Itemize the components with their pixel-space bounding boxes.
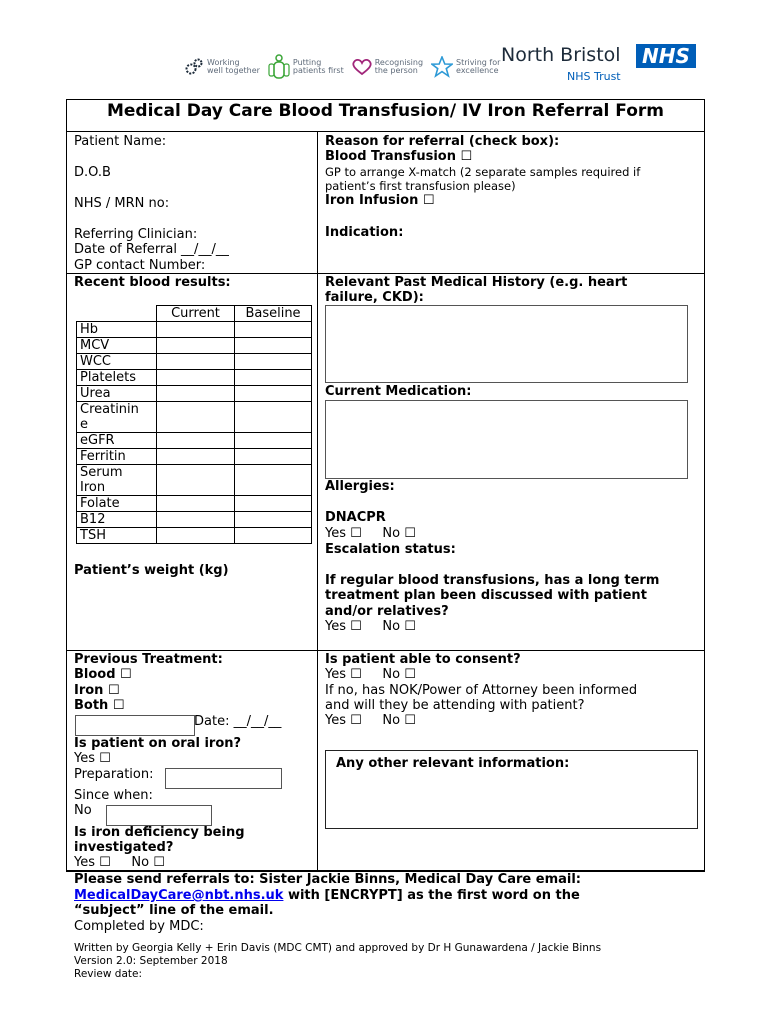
heart-icon [352,58,372,76]
current-value-cell[interactable] [157,386,235,402]
regular-transfusion-question: If regular blood transfusions, has a long term [325,573,660,588]
baseline-value-cell[interactable] [235,354,312,370]
since-when-label: Since when: [74,788,153,803]
value-excellence [431,56,500,78]
blood-row [77,449,312,465]
blood-test-name: Urea [77,386,157,402]
value-text: Working well together [207,58,260,75]
current-value-cell[interactable] [157,449,235,465]
blank-header [77,306,157,322]
nok-question: If no, has NOK/Power of Attorney been informed [325,683,638,698]
reason-heading: Reason for referral (check box): [325,134,560,149]
blood-test-name: Ferritin [77,449,157,465]
gp-contact-label: GP contact Number: [74,258,206,273]
gp-xmatch-note: GP to arrange X-match (2 separate samples required if [325,165,641,179]
iron-deficiency-question: investigated? [74,840,174,855]
patient-weight-label: Patient’s weight (kg) [74,563,229,578]
blood-row [77,512,312,528]
baseline-value-cell[interactable] [235,370,312,386]
blood-row [77,402,312,433]
preparation-input[interactable] [165,768,282,789]
value-working-together [184,57,260,77]
baseline-value-cell[interactable] [235,322,312,338]
column-divider [317,132,318,870]
oral-iron-no: No [74,803,92,818]
prev-treatment-input[interactable] [75,715,195,736]
form-title: Medical Day Care Blood Transfusion/ IV Iron Referral Form [66,99,705,132]
completed-by-label: Completed by MDC: [74,919,204,934]
pmh-heading: Relevant Past Medical History (e.g. heart [325,275,628,290]
indication-label: Indication: [325,225,404,240]
recent-bloods-heading: Recent blood results: [74,275,231,290]
regular-transfusion-options[interactable]: Yes ☐ No ☐ [325,619,416,634]
version: Version 2.0: September 2018 [74,955,228,967]
prev-date-label: Date: __/__/__ [194,714,282,729]
blood-test-name: Serum Iron [77,465,157,496]
current-medication-input[interactable] [325,400,688,479]
other-info-label: Any other relevant information: [336,756,570,771]
send-referrals-text: “subject” line of the email. [74,903,274,918]
value-text: Putting patients first [292,58,344,75]
blood-row [77,322,312,338]
blood-row [77,528,312,544]
blood-test-name: WCC [77,354,157,370]
preparation-label: Preparation: [74,767,154,782]
blood-row [77,465,312,496]
baseline-value-cell[interactable] [235,528,312,544]
blood-test-name: B12 [77,512,157,528]
trust-values-banner [184,52,504,82]
value-patients-first [268,54,344,80]
baseline-value-cell[interactable] [235,512,312,528]
referring-clinician-label: Referring Clinician: [74,227,198,242]
review-date: Review date: [74,968,143,980]
blood-test-name: TSH [77,528,157,544]
gears-icon [184,57,204,77]
blood-test-name: MCV [77,338,157,354]
nok-options[interactable]: Yes ☐ No ☐ [325,713,416,728]
consent-question: Is patient able to consent? [325,652,521,667]
prev-blood-checkbox[interactable]: Blood ☐ [74,667,132,682]
current-value-cell[interactable] [157,402,235,433]
prev-iron-checkbox[interactable]: Iron ☐ [74,683,120,698]
email-link[interactable]: MedicalDayCare@nbt.nhs.uk [74,888,284,903]
current-value-cell[interactable] [157,465,235,496]
trust-name: NHS Trust [567,70,621,83]
people-icon [268,54,290,80]
value-text: Recognising the person [374,58,424,75]
blood-row [77,338,312,354]
gp-xmatch-note: patient’s first transfusion please) [325,179,516,193]
dnacpr-label: DNACPR [325,510,386,525]
baseline-value-cell[interactable] [235,449,312,465]
value-text: Striving for excellence [456,58,501,75]
col-current: Current [157,306,235,322]
regular-transfusion-question: treatment plan been discussed with patient [325,588,647,603]
since-when-input[interactable] [106,805,212,826]
current-value-cell[interactable] [157,370,235,386]
blood-transfusion-checkbox[interactable]: Blood Transfusion ☐ [325,149,473,164]
pmh-input[interactable] [325,305,688,383]
blood-row [77,354,312,370]
send-referrals-text [74,888,580,903]
nhs-logo: NHS [636,44,696,68]
prev-both-checkbox[interactable]: Both ☐ [74,698,125,713]
current-value-cell[interactable] [157,512,235,528]
oral-iron-yes-checkbox[interactable]: Yes ☐ [74,751,111,766]
col-baseline: Baseline [235,306,312,322]
blood-row [77,496,312,512]
send-referrals-rest: with [ENCRYPT] as the first word on the [283,888,580,903]
dnacpr-options[interactable]: Yes ☐ No ☐ [325,526,416,541]
blood-test-name: eGFR [77,433,157,449]
iron-deficiency-question: Is iron deficiency being [74,825,245,840]
current-value-cell[interactable] [157,433,235,449]
consent-options[interactable]: Yes ☐ No ☐ [325,667,416,682]
baseline-value-cell[interactable] [235,465,312,496]
baseline-value-cell[interactable] [235,433,312,449]
allergies-label: Allergies: [325,479,395,494]
row-divider [66,273,705,274]
iron-deficiency-options[interactable]: Yes ☐ No ☐ [74,855,165,870]
date-of-referral-label: Date of Referral __/__/__ [74,242,229,257]
current-value-cell[interactable] [157,528,235,544]
blood-test-name: Platelets [77,370,157,386]
baseline-value-cell[interactable] [235,402,312,433]
nhs-mrn-label: NHS / MRN no: [74,196,170,211]
row-divider [66,870,705,871]
organisation-name: North Bristol [501,44,621,66]
current-value-cell[interactable] [157,354,235,370]
blood-results-table [76,305,312,544]
iron-infusion-checkbox[interactable]: Iron Infusion ☐ [325,193,435,208]
pmh-heading: failure, CKD): [325,290,424,305]
current-value-cell[interactable] [157,322,235,338]
blood-test-name: Hb [77,322,157,338]
send-referrals-text: Please send referrals to: Sister Jackie Binns, Medical Day Care email: [74,872,581,887]
blood-row [77,370,312,386]
regular-transfusion-question: and/or relatives? [325,604,449,619]
current-medication-label: Current Medication: [325,384,472,399]
oral-iron-question: Is patient on oral iron? [74,736,242,751]
value-recognising-person [352,58,423,76]
blood-row [77,386,312,402]
row-divider [66,650,705,651]
baseline-value-cell[interactable] [235,338,312,354]
nok-question: and will they be attending with patient? [325,698,585,713]
previous-treatment-heading: Previous Treatment: [74,652,223,667]
blood-test-name: Creatinin e [77,402,157,433]
written-by: Written by Georgia Kelly + Erin Davis (MDC CMT) and approved by Dr H Gunawardena / Jackie Binns [74,942,602,954]
patient-name-label: Patient Name: [74,134,167,149]
current-value-cell[interactable] [157,338,235,354]
escalation-label: Escalation status: [325,542,456,557]
baseline-value-cell[interactable] [235,496,312,512]
blood-test-name: Folate [77,496,157,512]
star-icon [431,56,453,78]
blood-row [77,433,312,449]
dob-label: D.O.B [74,165,111,180]
baseline-value-cell[interactable] [235,386,312,402]
current-value-cell[interactable] [157,496,235,512]
